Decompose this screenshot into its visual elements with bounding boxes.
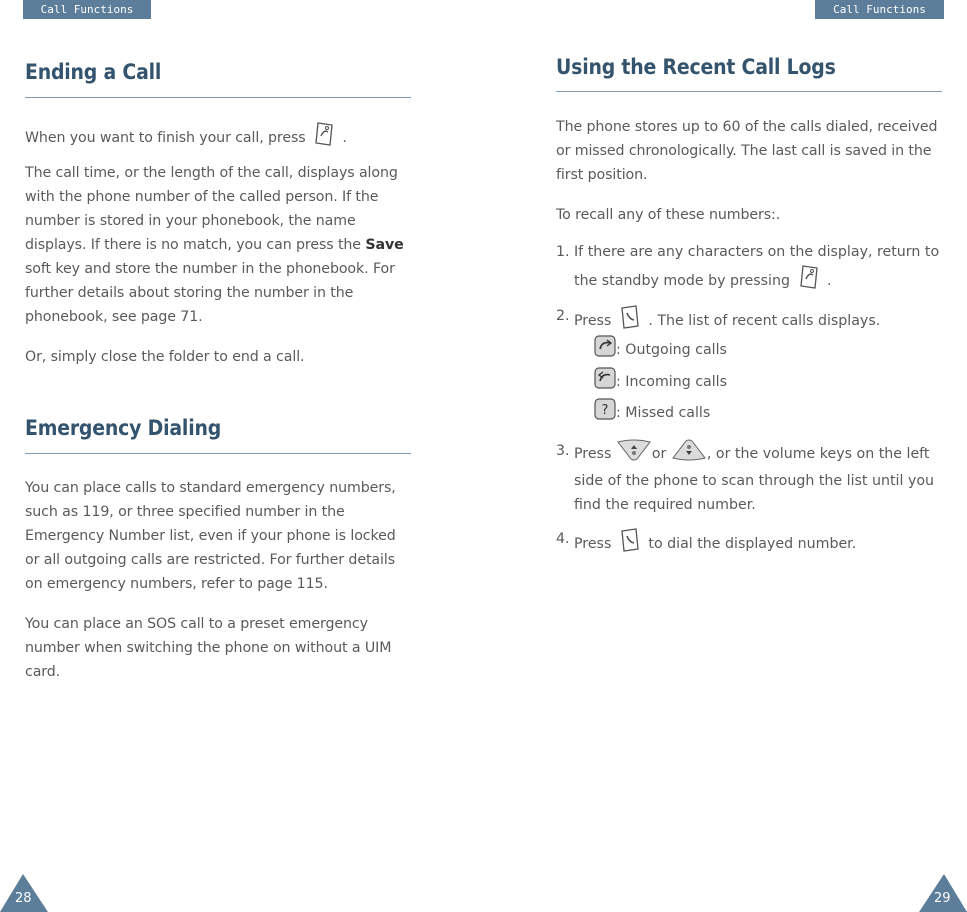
ending-call-paragraph-3: Or, simply close the folder to end a call. (25, 349, 305, 365)
step-text-part: to dial the displayed number. (648, 536, 857, 552)
step-text-part: , or the volume keys on the left side of the phone to scan through the list until you find the required number. (574, 446, 935, 513)
outgoing-call-icon (594, 335, 616, 365)
paragraph-text: soft key and store the number in the phonebook. For further details about storing the number in the phonebook, see page 71. (25, 261, 395, 325)
end-key-icon (313, 121, 335, 155)
page-number-left: 28 (15, 891, 32, 906)
step-text-part: . (827, 273, 832, 289)
recent-calls-intro: The phone stores up to 60 of the calls dialed, received or missed chronologically. The last call is saved in the first position. (556, 119, 938, 183)
step-text-part: If there are any characters on the display, return to the standby mode by pressing (574, 244, 940, 289)
header-tab-right: Call Functions (815, 0, 944, 19)
down-nav-key-icon (672, 439, 706, 469)
step-text (574, 439, 942, 517)
incoming-call-icon (594, 367, 616, 397)
step-number: 1. (556, 244, 570, 260)
step-3 (556, 439, 942, 511)
emergency-paragraph-2: You can place an SOS call to a preset emergency number when switching the phone on without a UIM card. (25, 616, 392, 680)
end-key-icon (798, 264, 820, 298)
call-type-label: : Missed calls (616, 405, 711, 421)
call-type-incoming (594, 367, 727, 397)
step-text (574, 527, 942, 561)
paragraph-text: . (342, 130, 347, 146)
missed-call-icon (594, 398, 616, 428)
step-text-part: Press (574, 536, 612, 552)
step-2 (556, 304, 942, 330)
step-number: 3. (556, 443, 570, 459)
save-soft-key-label: Save (365, 237, 404, 253)
section-divider (25, 453, 411, 454)
step-text-part: Press (574, 313, 612, 329)
paragraph-text: When you want to finish your call, press (25, 130, 306, 146)
step-text (574, 304, 942, 338)
send-key-icon (619, 527, 641, 561)
section-divider (556, 91, 942, 92)
call-type-missed (594, 398, 710, 428)
ending-call-paragraph-1 (25, 121, 411, 155)
page-number-corner-left (0, 874, 48, 912)
step-number: 2. (556, 308, 570, 324)
section-divider (25, 97, 411, 98)
paragraph-text: The call time, or the length of the call, displays along with the phone number of the called person. If the number is stored in your phonebook, the name displays. If there is no match, you can press the (25, 165, 398, 253)
call-type-outgoing (594, 335, 727, 365)
svg-text:?: ? (601, 403, 609, 418)
call-type-label: : Incoming calls (616, 374, 727, 390)
up-nav-key-icon (617, 439, 651, 469)
send-key-icon (619, 304, 641, 338)
section-title-recent-call-logs: Using the Recent Call Logs (556, 55, 836, 79)
recall-instruction: To recall any of these numbers:. (556, 207, 781, 223)
header-tab-left: Call Functions (23, 0, 151, 19)
step-1 (556, 240, 942, 290)
call-type-label: : Outgoing calls (616, 342, 727, 358)
page-number-right: 29 (934, 891, 951, 906)
step-text (574, 240, 942, 298)
step-text-part: . The list of recent calls displays. (648, 313, 881, 329)
section-title-ending-a-call: Ending a Call (25, 60, 162, 84)
emergency-paragraph-1: You can place calls to standard emergency numbers, such as 119, or three specified number in the Emergency Number list, even if your phone is locked or all outgoing calls are restricted. For further details on emergency numbers, refer to page 115. (25, 480, 396, 592)
step-text-part: or (651, 446, 667, 462)
section-title-emergency-dialing: Emergency Dialing (25, 416, 222, 440)
page-number-corner-right (919, 874, 967, 912)
step-4 (556, 527, 942, 553)
step-number: 4. (556, 531, 570, 547)
ending-call-paragraph-2 (25, 161, 411, 329)
step-text-part: Press (574, 446, 612, 462)
